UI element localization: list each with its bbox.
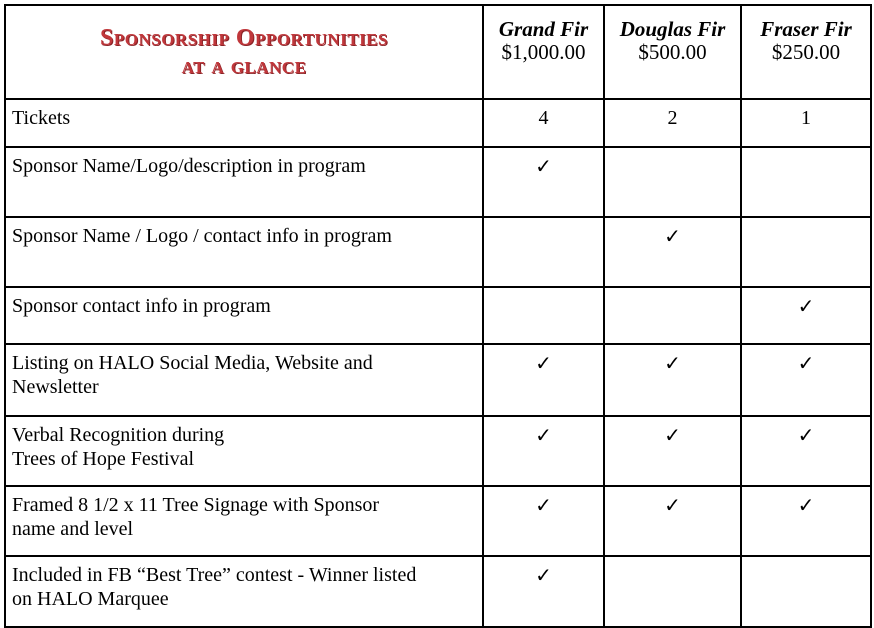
cell-fraser-fir xyxy=(741,147,871,217)
tier-price: $1,000.00 xyxy=(501,40,586,64)
check-icon: ✓ xyxy=(604,416,741,486)
sponsorship-table xyxy=(4,4,872,628)
check-icon: ✓ xyxy=(483,344,604,416)
row-label xyxy=(5,344,483,416)
table-row xyxy=(5,217,871,287)
tier-name: Douglas Fir xyxy=(619,17,726,41)
tier-header-grand-fir xyxy=(483,5,604,99)
table-row xyxy=(5,344,871,416)
title-line-1: Sponsorship Opportunities xyxy=(100,25,388,51)
header-row xyxy=(5,5,871,99)
check-icon: ✓ xyxy=(741,344,871,416)
table-row xyxy=(5,287,871,344)
cell-grand-fir xyxy=(483,217,604,287)
row-label: Tickets xyxy=(5,99,483,147)
check-icon: ✓ xyxy=(604,344,741,416)
cell-douglas-fir xyxy=(604,147,741,217)
table-row xyxy=(5,556,871,627)
title-cell xyxy=(5,5,483,99)
cell-fraser-fir: 1 xyxy=(741,99,871,147)
tier-name: Grand Fir xyxy=(498,17,589,41)
table-row xyxy=(5,99,871,147)
cell-douglas-fir: 2 xyxy=(604,99,741,147)
row-label: Sponsor Name / Logo / contact info in program xyxy=(5,217,483,287)
row-label xyxy=(5,556,483,627)
row-label: Sponsor Name/Logo/description in program xyxy=(5,147,483,217)
row-label-line: Listing on HALO Social Media, Website and xyxy=(12,352,373,374)
cell-douglas-fir xyxy=(604,556,741,627)
cell-douglas-fir xyxy=(604,287,741,344)
tier-header-fraser-fir xyxy=(741,5,871,99)
check-icon: ✓ xyxy=(483,416,604,486)
row-label-line: Included in FB “Best Tree” contest - Winner listed xyxy=(12,564,417,586)
cell-grand-fir xyxy=(483,287,604,344)
cell-grand-fir: 4 xyxy=(483,99,604,147)
cell-fraser-fir xyxy=(741,217,871,287)
check-icon: ✓ xyxy=(604,486,741,556)
check-icon: ✓ xyxy=(483,147,604,217)
tier-header-douglas-fir xyxy=(604,5,741,99)
row-label-line: name and level xyxy=(12,518,134,540)
tier-price: $250.00 xyxy=(771,40,841,64)
row-label xyxy=(5,416,483,486)
check-icon: ✓ xyxy=(483,556,604,627)
check-icon: ✓ xyxy=(741,287,871,344)
page-title xyxy=(6,24,482,80)
table-row xyxy=(5,416,871,486)
table-row xyxy=(5,147,871,217)
row-label xyxy=(5,486,483,556)
row-label-line: on HALO Marquee xyxy=(12,588,169,610)
table-row xyxy=(5,486,871,556)
row-label: Sponsor contact info in program xyxy=(5,287,483,344)
tier-name: Fraser Fir xyxy=(760,17,852,41)
check-icon: ✓ xyxy=(741,416,871,486)
tier-price: $500.00 xyxy=(638,40,707,64)
row-label-line: Verbal Recognition during xyxy=(12,424,225,446)
check-icon: ✓ xyxy=(483,486,604,556)
title-line-2: at a glance xyxy=(181,53,307,79)
row-label-line: Framed 8 1/2 x 11 Tree Signage with Sponsor xyxy=(12,494,380,516)
check-icon: ✓ xyxy=(741,486,871,556)
row-label-line: Newsletter xyxy=(12,376,99,398)
row-label-line: Trees of Hope Festival xyxy=(12,448,195,470)
check-icon: ✓ xyxy=(604,217,741,287)
cell-fraser-fir xyxy=(741,556,871,627)
